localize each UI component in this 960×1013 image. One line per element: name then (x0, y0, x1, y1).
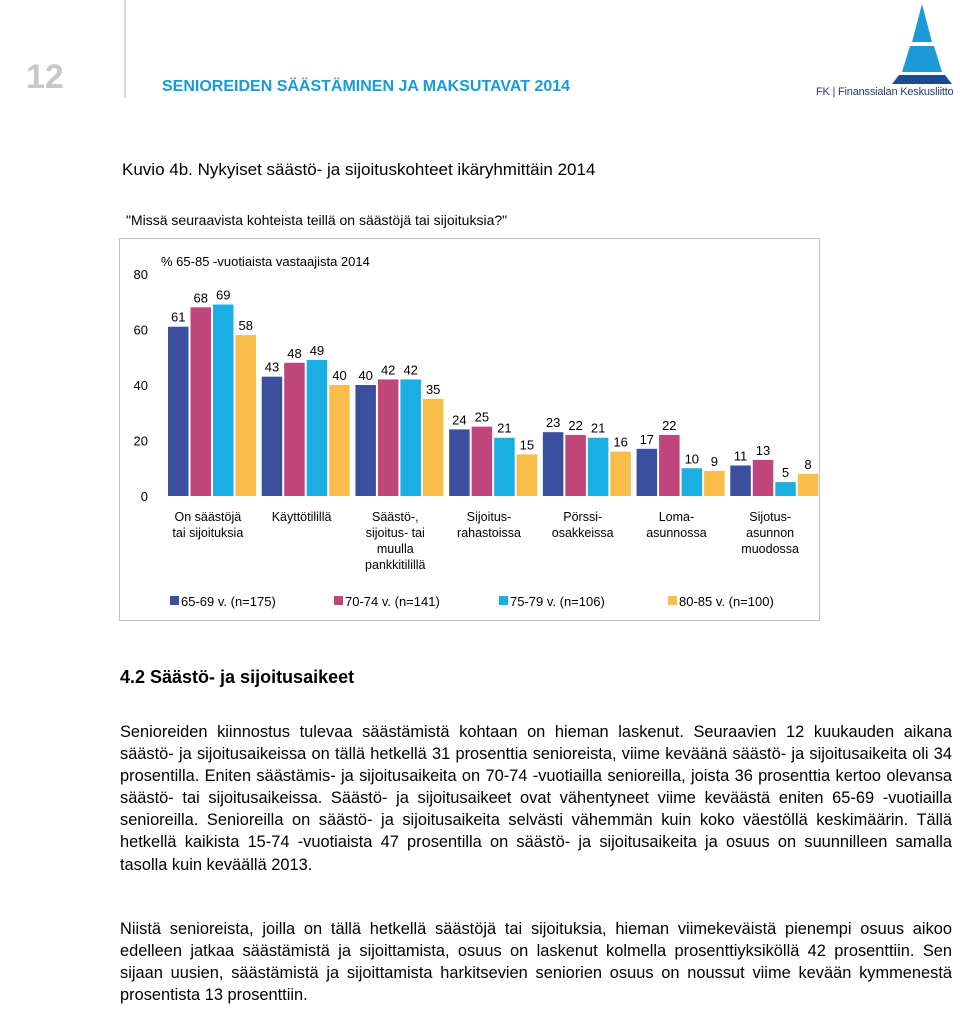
legend-swatch (334, 596, 343, 605)
bar (168, 327, 189, 496)
bar (378, 379, 399, 496)
bar (423, 399, 444, 496)
data-label: 42 (380, 362, 396, 378)
data-label: 22 (662, 417, 677, 433)
data-label: 69 (216, 287, 231, 303)
section-heading: 4.2 Säästö- ja sijoitusaikeet (120, 667, 355, 687)
bar (637, 449, 658, 496)
header-divider (124, 0, 126, 98)
data-label: 40 (358, 368, 373, 383)
category-label: muodossa (741, 542, 799, 556)
category-label: Sijoitus- (466, 510, 512, 524)
data-label: 22 (568, 417, 583, 433)
data-label: 13 (755, 442, 771, 458)
category-label: osakkeissa (551, 526, 614, 540)
figure-title: Kuvio 4b. Nykyiset säästö- ja sijoituskohteet ikäryhmittäin 2014 (122, 160, 596, 179)
page-number: 12 (26, 58, 64, 96)
category-label: asunnon (746, 526, 795, 540)
bar (682, 468, 703, 496)
bar (472, 427, 493, 496)
chart-canvas (120, 239, 819, 620)
survey-question: "Missä seuraavista kohteista teillä on säästöjä tai sijoituksia?" (126, 212, 508, 228)
bar-chart (119, 238, 820, 621)
data-label: 42 (403, 362, 418, 378)
body-paragraph-1: Senioreiden kiinnostus tulevaa säästämistä kohtaan on hieman laskenut. Seuraavien 12 kuukauden aikana säästö- ja sijoitusaikeissa on tällä hetkellä 31 prosenttia senioreista, viime keväänä säästö- ja sijoitusaikeita oli 34 prosentilla. Eniten säästämis- ja sijoitusaikeita on 70-74 -vuotiailla senioreilla, joista 36 prosenttia kertoo olevansa säästö- tai sijoitusaikeissa. Säästö- ja sijoitusaikeet ovat vähentyneet viime keväästä eniten 65-69 -vuotiailla senioreilla. Senioreilla on säästö- ja sijoitusaikeita selvästi vähemmän kuin koko väestöllä keskimäärin. Tällä hetkellä kaikista 15-74 -vuotiaista 47 prosentilla on säästö- ja sijoitusaikeita ja osuus on suunnilleen samalla tasolla kuin keväällä 2013. (120, 723, 952, 874)
category-label: Säästö-, (372, 510, 419, 524)
legend-swatch (499, 596, 508, 605)
category-label: rahastoissa (457, 526, 521, 540)
bar (191, 307, 212, 496)
data-label: 21 (590, 420, 606, 436)
bar (704, 471, 725, 496)
category-label: On säästöjä (174, 510, 242, 524)
data-label: 24 (452, 412, 467, 428)
legend-swatch (668, 596, 677, 605)
bar (494, 438, 514, 496)
category-label: sijoitus- tai (365, 526, 425, 540)
bar (588, 438, 609, 496)
y-tick-label: 0 (140, 489, 148, 504)
y-tick-label: 40 (133, 378, 148, 393)
bar (236, 335, 257, 496)
chart-subtitle: % 65-85 -vuotiaista vastaajista 2014 (161, 254, 370, 269)
data-label: 48 (287, 345, 302, 361)
bar (565, 435, 586, 496)
data-label: 58 (238, 318, 253, 334)
bar (610, 452, 631, 496)
data-label: 23 (545, 415, 561, 431)
y-tick-label: 20 (133, 433, 148, 449)
category-label: tai sijoituksia (172, 526, 244, 540)
data-label: 8 (804, 456, 812, 472)
data-label: 40 (332, 368, 347, 383)
category-label: Käyttötilillä (271, 510, 332, 524)
bar (517, 454, 538, 496)
legend-swatch (170, 596, 179, 605)
bar (262, 377, 283, 496)
category-label: pankkitilillä (365, 558, 426, 572)
bar (659, 435, 680, 496)
data-label: 15 (519, 437, 535, 453)
bar (307, 360, 328, 496)
legend-label: 70-74 v. (n=141) (345, 594, 440, 609)
data-label: 35 (425, 381, 441, 397)
category-label: muulla (376, 542, 414, 556)
body-paragraph-2: Niistä senioreista, joilla on tällä hetkellä säästöjä tai sijoituksia, hieman viimekeväistä pienempi osuus aikoo edelleen jatkaa säästämistä ja sijoittamista, osuus on laskenut kolmella prosenttiyksiköllä 42 prosenttiin. Sen sijaan uusien, säästämistä ja sijoittamista harkitsevien seniorien osuus on noussut viime kevään kymmenestä prosentista 13 prosenttiin. (120, 920, 952, 1005)
bar (730, 465, 751, 496)
bar (798, 474, 819, 496)
header-title: SENIOREIDEN SÄÄSTÄMINEN JA MAKSUTAVAT 2014 (162, 78, 571, 95)
data-label: 17 (639, 431, 655, 447)
category-label: Loma- (658, 510, 695, 524)
data-label: 16 (613, 434, 628, 450)
legend-label: 80-85 v. (n=100) (679, 594, 774, 609)
data-label: 5 (781, 465, 790, 481)
bar (543, 432, 564, 496)
bar (213, 305, 234, 496)
bar (355, 385, 376, 496)
legend-label: 75-79 v. (n=106) (510, 594, 605, 609)
data-label: 9 (710, 454, 718, 470)
bar (329, 385, 350, 496)
data-label: 43 (264, 359, 280, 375)
bar (449, 429, 470, 496)
logo-text: FK | Finanssialan Keskusliitto (816, 86, 954, 98)
category-label: Pörssi- (563, 510, 603, 524)
legend-label: 65-69 v. (n=175) (181, 594, 276, 609)
data-label: 61 (171, 309, 186, 325)
data-label: 21 (497, 420, 512, 436)
y-tick-label: 80 (133, 267, 148, 282)
data-label: 10 (684, 451, 700, 467)
bar (284, 363, 305, 496)
bar (775, 482, 796, 496)
data-label: 25 (474, 409, 490, 425)
data-label: 49 (309, 343, 325, 359)
data-label: 11 (733, 448, 748, 464)
category-label: asunnossa (646, 526, 707, 540)
data-label: 68 (193, 290, 208, 306)
y-tick-label: 60 (133, 322, 148, 338)
bar (400, 379, 421, 496)
category-label: Sijotus- (749, 510, 791, 524)
bar (753, 460, 774, 496)
